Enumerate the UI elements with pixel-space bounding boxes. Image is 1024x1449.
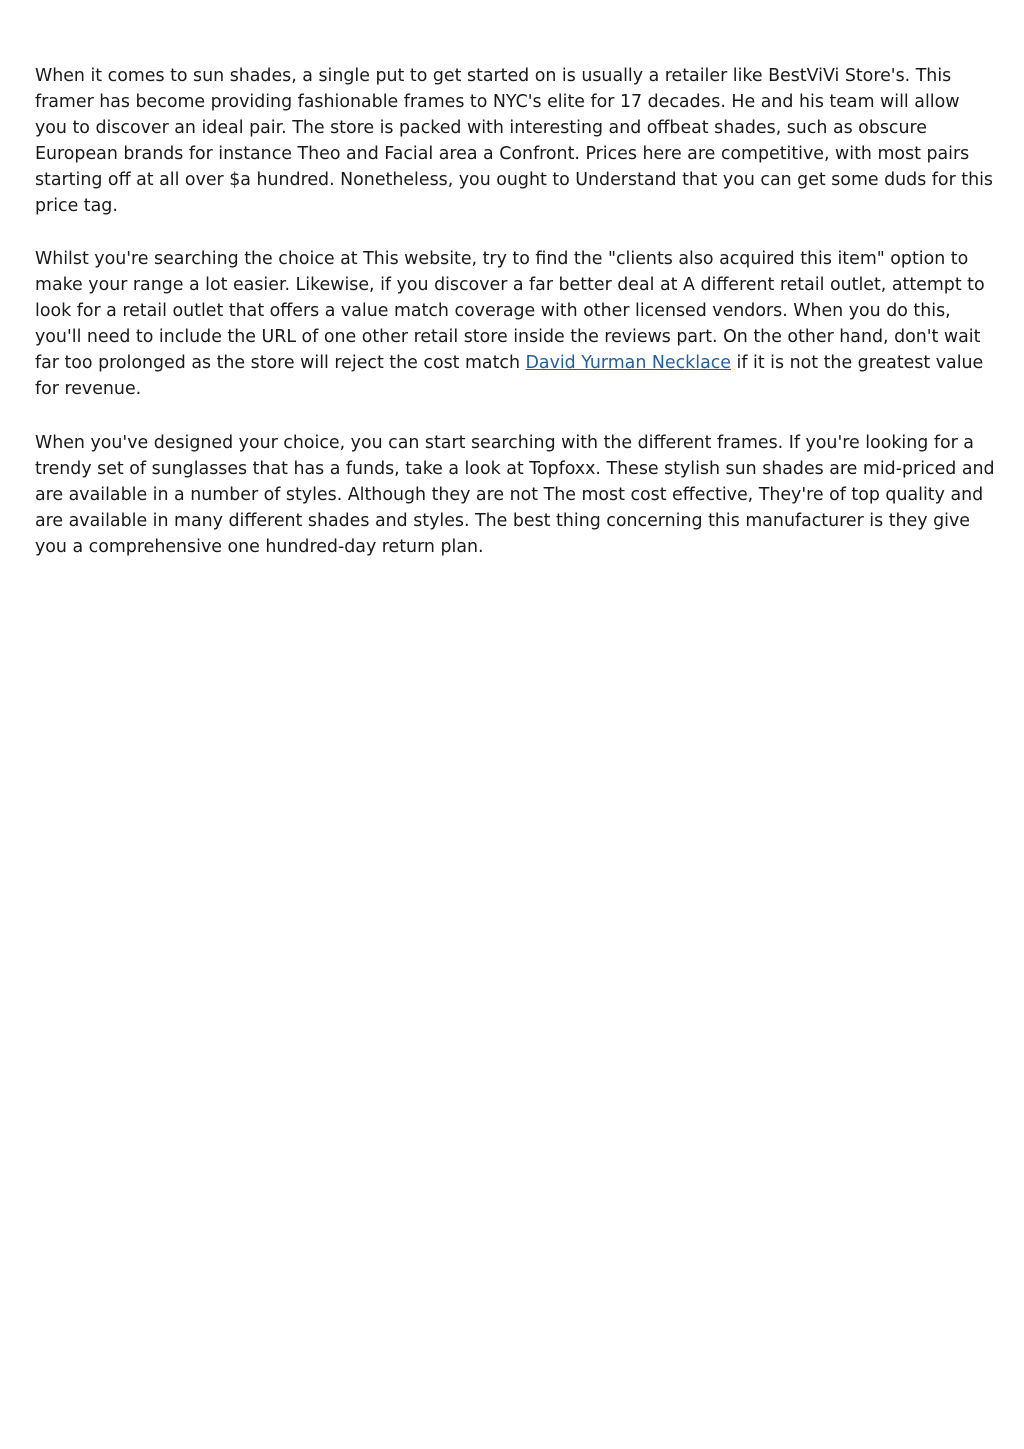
document-body bbox=[35, 64, 995, 588]
paragraph-1: When it comes to sun shades, a single put to get started on is usually a retailer like BestViVi Store's. This framer has become providing fashionable frames to NYC's elite for 17 decades. He and his team will allow you to discover an ideal pair. The store is packed with interesting and offbeat shades, such as obscure European brands for instance Theo and Facial area a Confront. Prices here are competitive, with most pairs starting off at all over $a hundred. Nonetheless, you ought to Understand that you can get some duds for this price tag. bbox=[35, 66, 993, 216]
paragraph-2-text-before: Whilst you're searching the choice at This website, try to find the "clients also acquired this item" option to make your range a lot easier. Likewise, if you discover a far better deal at A different retail outlet, attempt to look for a retail outlet that offers a value match coverage with other licensed vendors. When you do this, you'll need to include the URL of one other retail store inside the reviews part. On the other hand, don't wait far too prolonged as the store will reject the cost match bbox=[35, 249, 985, 374]
david-yurman-necklace-link[interactable]: David Yurman Necklace bbox=[525, 353, 731, 374]
paragraph-2 bbox=[35, 247, 995, 402]
paragraph-3: When you've designed your choice, you can start searching with the different frames. If you're looking for a trendy set of sunglasses that has a funds, take a look at Topfoxx. These stylish sun shades are mid-priced and are available in a number of styles. Although they are not The most cost effective, They're of top quality and are available in many different shades and styles. The best thing concerning this manufacturer is they give you a comprehensive one hundred-day return plan. bbox=[35, 432, 995, 557]
paragraph-2-text-after: if it is not the greatest value for revenue. bbox=[35, 353, 984, 399]
